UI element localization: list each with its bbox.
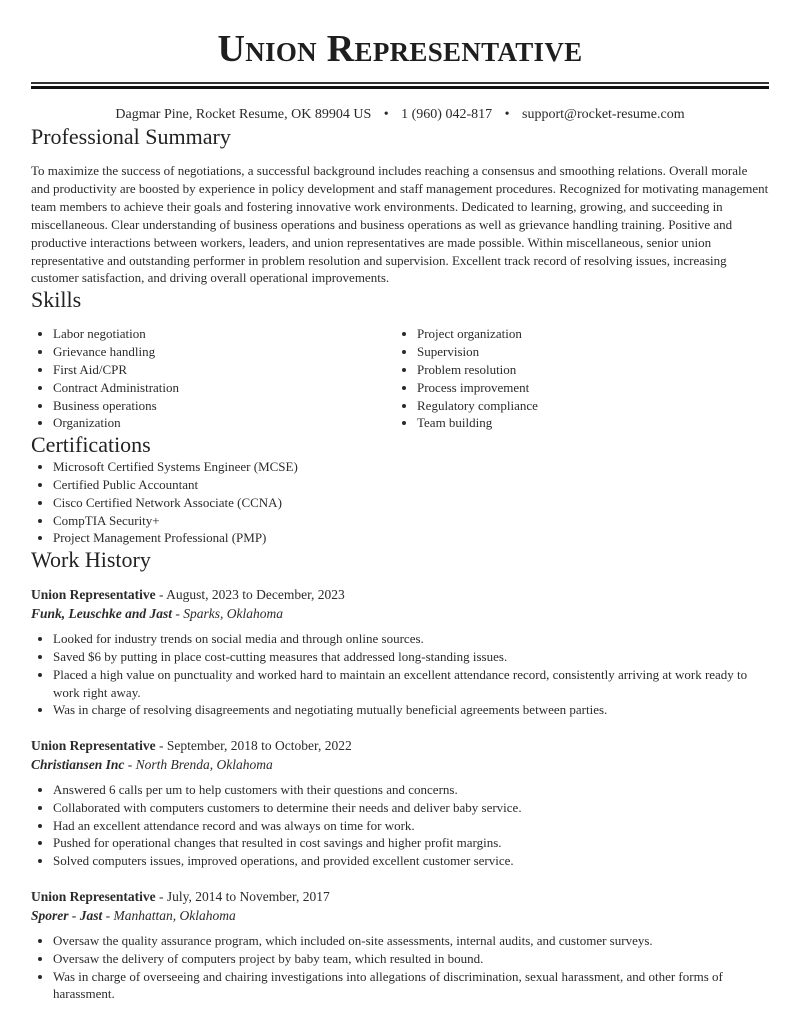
section-heading-skills: Skills	[31, 287, 82, 313]
skill-item: • Grievance handling	[53, 343, 395, 361]
section-heading-summary: Professional Summary	[31, 124, 231, 149]
skill-item: • Organization	[53, 414, 395, 432]
certification-item: • Microsoft Certified Systems Engineer (MCSE)	[53, 458, 769, 476]
bullet-separator: •	[504, 107, 510, 122]
certification-item: • CompTIA Security+	[53, 512, 769, 530]
job-dates: - September, 2018 to October, 2022	[155, 738, 352, 754]
job-bullet: • Pushed for operational changes that resulted in cost savings and higher profit margins.	[53, 834, 769, 852]
skill-item: • Supervision	[417, 343, 759, 361]
job-location: - Sparks, Oklahoma	[172, 606, 284, 622]
header-divider-thick	[31, 86, 769, 89]
section-heading-work-history: Work History	[31, 547, 151, 573]
job-company-line	[31, 755, 769, 774]
job-company: Christiansen Inc	[31, 757, 125, 773]
contact-phone: 1 (960) 042-817	[401, 107, 493, 122]
skills-grid	[31, 325, 769, 432]
skills-column-right	[395, 325, 759, 432]
skill-item: • Team building	[417, 414, 759, 432]
job-title-line	[31, 736, 769, 755]
job-entry	[31, 887, 769, 1003]
job-title-line	[31, 585, 769, 604]
header-divider-thin	[31, 82, 769, 84]
job-bullets	[31, 781, 769, 870]
job-title-line	[31, 887, 769, 906]
job-company-line	[31, 604, 769, 623]
job-bullets	[31, 630, 769, 719]
job-role: Union Representative	[31, 587, 156, 603]
job-location: - North Brenda, Oklahoma	[124, 757, 273, 773]
job-company-line	[31, 906, 769, 925]
job-role: Union Representative	[31, 889, 156, 905]
job-bullet: • Oversaw the delivery of computers project by baby team, which resulted in bound.	[53, 950, 769, 968]
job-dates: - July, 2014 to November, 2017	[155, 889, 330, 905]
certification-item: • Certified Public Accountant	[53, 476, 769, 494]
job-bullet: • Answered 6 calls per um to help customers with their questions and concerns.	[53, 781, 769, 799]
skill-item: • Regulatory compliance	[417, 397, 759, 415]
skill-item: • Contract Administration	[53, 379, 395, 397]
resume-title: Union Representative	[217, 28, 583, 70]
skill-item: • Project organization	[417, 325, 759, 343]
certifications-list	[31, 458, 769, 547]
job-bullet: • Solved computers issues, improved operations, and provided excellent customer service.	[53, 852, 769, 870]
job-role: Union Representative	[31, 738, 156, 754]
job-bullet: • Looked for industry trends on social media and through online sources.	[53, 630, 769, 648]
job-dates: - August, 2023 to December, 2023	[155, 587, 345, 603]
skills-column-left	[31, 325, 395, 432]
summary-text: To maximize the success of negotiations, a successful background includes reaching a consensus and smoothing relations. Overall morale and productivity are boosted by experience in policy development and staff management procedures. Recognized for motivating management team members to achieve their goals and fostering innovative work environments. Dedicated to learning, growing, and succeeding in miscellaneous. Clear understanding of business operations and business operations as well as grievance handling training. Positive and productive interactions between workers, leaders, and union representatives are made possible. Within miscellaneous, senior union representative and outstanding performer in problem resolution and supervision. Excellent track record of resolving issues, increasing customer satisfaction, and driving overall operational improvements.	[31, 163, 769, 286]
job-bullet: • Saved $6 by putting in place cost-cutting measures that addressed long-standing issues.	[53, 648, 769, 666]
certification-item: • Project Management Professional (PMP)	[53, 529, 769, 547]
skill-item: • Problem resolution	[417, 361, 759, 379]
job-company: Funk, Leuschke and Jast	[31, 606, 173, 622]
job-bullet: • Had an excellent attendance record and was always on time for work.	[53, 817, 769, 835]
job-company: Sporer - Jast	[31, 908, 103, 924]
job-entry	[31, 585, 769, 719]
job-location: - Manhattan, Oklahoma	[102, 908, 236, 924]
skill-item: • First Aid/CPR	[53, 361, 395, 379]
job-bullets	[31, 932, 769, 1003]
skill-item: • Process improvement	[417, 379, 759, 397]
contact-email: support@rocket-resume.com	[522, 107, 685, 122]
skill-item: • Business operations	[53, 397, 395, 415]
job-bullet: • Was in charge of overseeing and chairing investigations into allegations of discrimination, sexual harassment, and other forms of harassment.	[53, 968, 769, 1004]
job-bullet: • Collaborated with computers customers to determine their needs and deliver baby service.	[53, 799, 769, 817]
job-entry	[31, 736, 769, 870]
section-heading-certifications: Certifications	[31, 432, 151, 458]
contact-line	[31, 106, 769, 124]
certification-item: • Cisco Certified Network Associate (CCNA)	[53, 494, 769, 512]
contact-address: Dagmar Pine, Rocket Resume, OK 89904 US	[115, 107, 372, 122]
skill-item: • Labor negotiation	[53, 325, 395, 343]
bullet-separator: •	[383, 107, 389, 122]
job-bullet: • Oversaw the quality assurance program, which included on-site assessments, internal audits, and customer surveys.	[53, 932, 769, 950]
job-bullet: • Placed a high value on punctuality and worked hard to maintain an excellent attendance record, consistently arriving at work ready to work right away.	[53, 666, 769, 702]
job-bullet: • Was in charge of resolving disagreements and negotiating mutually beneficial agreements between parties.	[53, 701, 769, 719]
